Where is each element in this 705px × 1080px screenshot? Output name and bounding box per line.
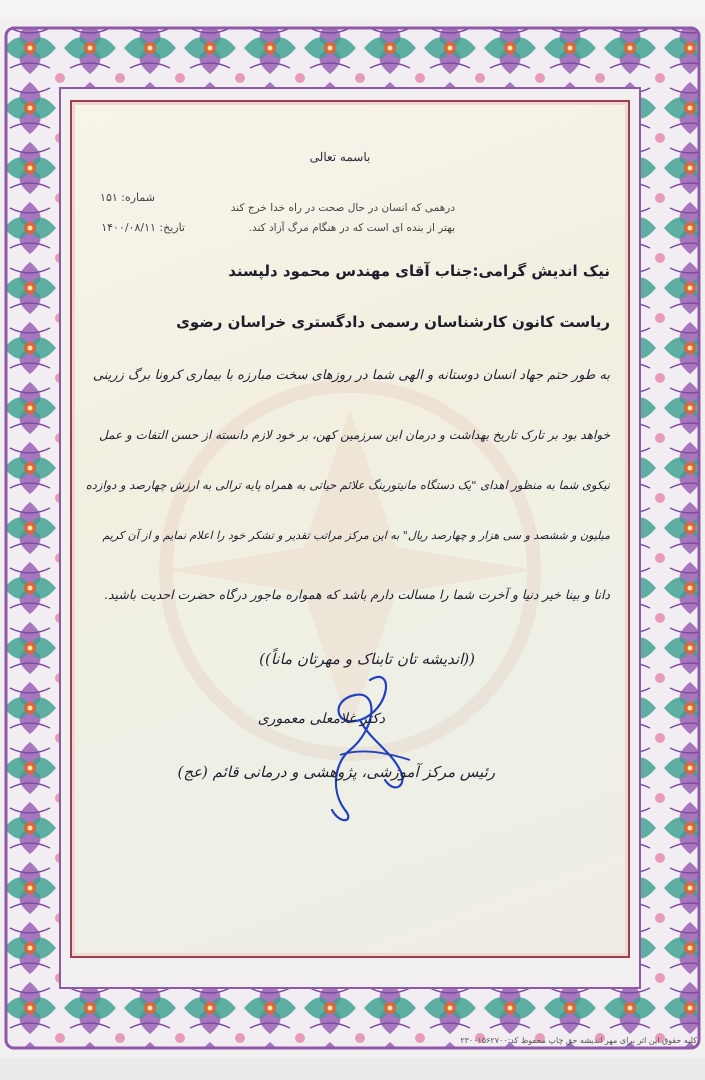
signer-title: رئیس مرکز آموزشی، پژوهشی و درمانی قائم (عج) bbox=[177, 763, 495, 781]
quote-line-1: درهمی که انسان در حال صحت در راه خدا خرج کند bbox=[230, 202, 455, 214]
letter-date: تاریخ: ۱۴۰۰/۰۸/۱۱ bbox=[101, 221, 185, 234]
quote-line-2: بهتر از بنده ای است که در هنگام مرگ آزاد کند. bbox=[248, 222, 455, 234]
recipient-position: ریاست کانون کارشناسان رسمی دادگستری خراسان رضوی bbox=[176, 313, 610, 331]
body-line-2: خواهد بود بر تارک تاریخ بهداشت و درمان این سرزمین کهن، بر خود لازم دانسته از حسن التفات و عمل bbox=[99, 428, 610, 442]
body-line-3: نیکوی شما به منظور اهدای "یک دستگاه مانیتورینگ علائم حیاتی به همراه پایه ترالی به ارزش چهارصد و دوازده bbox=[85, 478, 610, 492]
signature-scribble-icon bbox=[300, 660, 440, 830]
letter-number: شماره: ۱۵۱ bbox=[100, 191, 155, 204]
body-line-4: میلیون و ششصد و سی هزار و چهارصد ریال" به این مرکز مراتب تقدیر و تشکر خود را اعلام نمایم و از آن کریم bbox=[102, 529, 610, 542]
copyright-footer: کلیه حقوق این اثر برای مهر اندیشه حق چاپ محفوظ کد:۲۳۰۰۱۵۶۲۷۰۰ bbox=[460, 1036, 697, 1045]
body-line-5: دانا و بینا خیر دنیا و آخرت شما را مسالت دارم باشد که همواره ماجور درگاه حضرت احدیت باشید. bbox=[104, 587, 610, 602]
recipient-line: نیک اندیش گرامی:جناب آقای مهندس محمود دلپسند bbox=[228, 262, 610, 280]
closing-slogan: ((اندیشه تان تابناک و مهرتان ماناً)) bbox=[259, 650, 475, 668]
body-line-1: به طور حتم جهاد انسان دوستانه و الهی شما در روزهای سخت مبارزه با بیماری کرونا برگ زرینی bbox=[92, 368, 610, 383]
signer-name: دکتر غلامعلی معموری bbox=[257, 711, 385, 727]
basmala-heading: باسمه تعالی bbox=[309, 150, 371, 164]
